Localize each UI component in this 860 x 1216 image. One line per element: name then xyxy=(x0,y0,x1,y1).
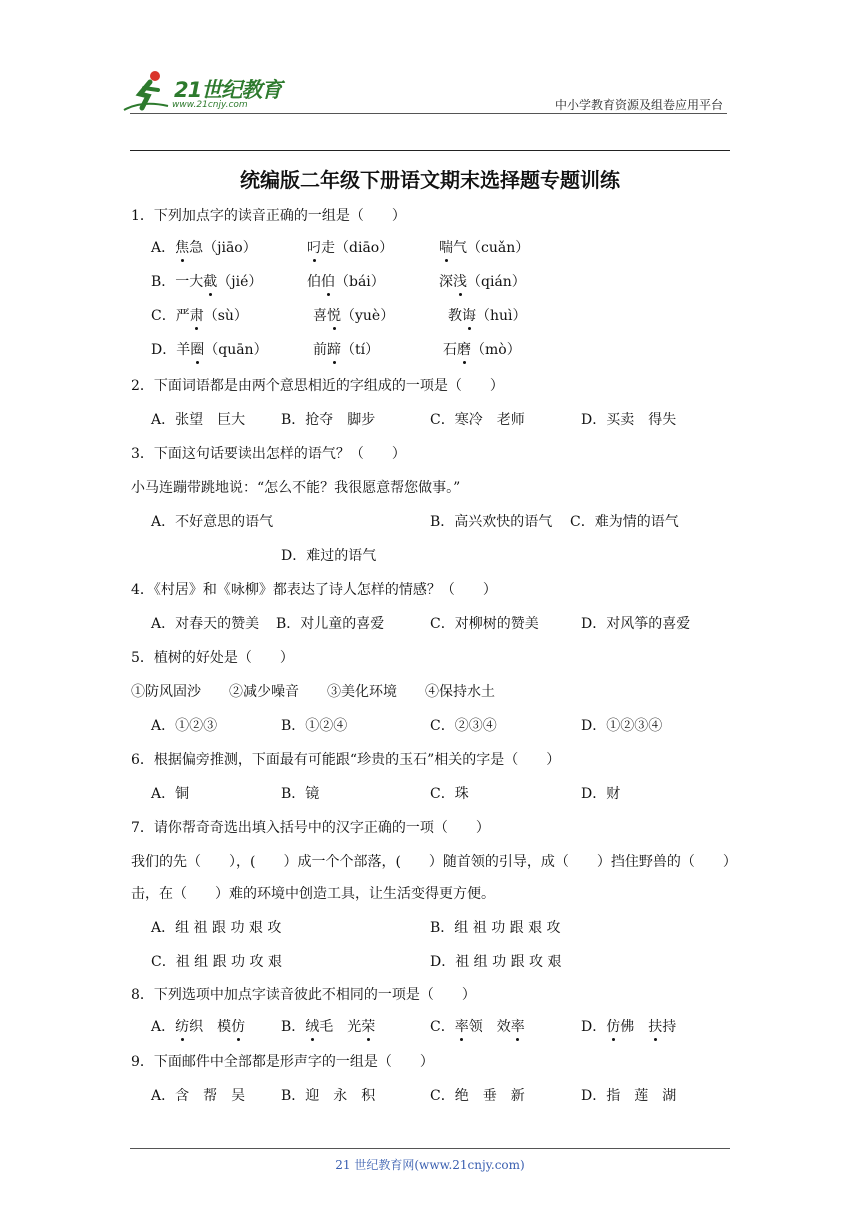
question-6-stem: 6．根据偏旁推测，下面最有可能跟“珍贵的玉石”相关的字是（ ） xyxy=(131,752,561,768)
q5-text: ①防风固沙 ②减少噪音 ③美化环境 ④保持水土 xyxy=(131,684,495,700)
q4-option-a[interactable]: A．对春天的赞美 xyxy=(151,616,260,632)
q9-option-d[interactable]: D．指 莲 湖 xyxy=(581,1088,677,1104)
question-8-stem: 8．下列选项中加点字读音彼此不相同的一项是（ ） xyxy=(131,987,476,1003)
logo-text: 21世纪教育 xyxy=(174,78,282,102)
q2-option-b[interactable]: B．抢夺 脚步 xyxy=(281,412,376,428)
question-1-stem: 1．下列加点字的读音正确的一组是（ ） xyxy=(131,208,406,224)
title-divider xyxy=(130,150,730,151)
question-9-stem: 9．下面邮件中全部都是形声字的一组是（ ） xyxy=(131,1054,434,1070)
q7-option-a[interactable]: A．组 祖 跟 功 艰 攻 xyxy=(151,920,282,936)
q2-option-d[interactable]: D．买卖 得失 xyxy=(581,412,677,428)
q9-option-b[interactable]: B．迎 永 积 xyxy=(281,1088,376,1104)
q8-option-a[interactable]: A．纺织 模仿 xyxy=(151,1016,245,1036)
q4-option-b[interactable]: B．对儿童的喜爱 xyxy=(276,616,385,632)
q9-option-c[interactable]: C．绝 垂 新 xyxy=(430,1088,525,1104)
q6-option-b[interactable]: B．镜 xyxy=(281,786,320,802)
footer-divider xyxy=(130,1148,730,1149)
q5-option-a[interactable]: A．①②③ xyxy=(151,718,218,734)
logo-url: www.21cnjy.com xyxy=(172,100,248,110)
q7-option-d[interactable]: D．祖 组 功 跟 攻 艰 xyxy=(430,954,562,970)
q8-option-c[interactable]: C．率领 效率 xyxy=(430,1016,525,1036)
q1-option-c[interactable]: C．严肃（sù） xyxy=(151,305,248,325)
q7-text-line-2: 击，在（ ）难的环境中创造工具，让生活变得更方便。 xyxy=(131,886,495,902)
q1-option-b-2: 伯伯（bái） xyxy=(307,271,385,291)
q1-option-d-3: 石磨（mò） xyxy=(443,339,521,359)
q3-option-d[interactable]: D．难过的语气 xyxy=(281,548,377,564)
q1-option-b-3: 深浅（qián） xyxy=(439,271,526,291)
q6-option-a[interactable]: A．铜 xyxy=(151,786,190,802)
q5-option-b[interactable]: B．①②④ xyxy=(281,718,348,734)
footer-link[interactable]: 21 世纪教育网(www.21cnjy.com) xyxy=(335,1158,525,1172)
q1-option-d-2: 前蹄（tí） xyxy=(313,339,379,359)
header-divider xyxy=(130,113,727,114)
q7-option-b[interactable]: B．组 祖 功 跟 艰 攻 xyxy=(430,920,561,936)
q6-option-c[interactable]: C．珠 xyxy=(430,786,469,802)
page-title: 统编版二年级下册语文期末选择题专题训练 xyxy=(240,168,620,192)
question-2-stem: 2．下面词语都是由两个意思相近的字组成的一项是（ ） xyxy=(131,378,504,394)
question-4-stem: 4．《村居》和《咏柳》都表达了诗人怎样的情感？（ ） xyxy=(131,582,497,598)
q1-option-a[interactable]: A．焦急（jiāo） xyxy=(151,237,257,257)
q4-option-c[interactable]: C．对柳树的赞美 xyxy=(430,616,539,632)
question-7-stem: 7．请你帮奇奇选出填入括号中的汉字正确的一项（ ） xyxy=(131,820,490,836)
runner-logo-icon xyxy=(122,70,172,114)
q7-option-c[interactable]: C．祖 组 跟 功 攻 艰 xyxy=(151,954,282,970)
q1-option-d[interactable]: D．羊圈（quān） xyxy=(151,339,268,359)
q4-option-d[interactable]: D．对风筝的喜爱 xyxy=(581,616,691,632)
platform-label: 中小学教育资源及组卷应用平台 xyxy=(554,98,723,112)
q5-option-c[interactable]: C．②③④ xyxy=(430,718,497,734)
q1-option-b[interactable]: B．一大截（jié） xyxy=(151,271,262,291)
q3-text: 小马连蹦带跳地说：“怎么不能？我很愿意帮您做事。” xyxy=(131,480,461,496)
q2-option-a[interactable]: A．张望 巨大 xyxy=(151,412,246,428)
q1-option-c-3: 教诲（huì） xyxy=(448,305,527,325)
q8-option-d[interactable]: D．仿佛 扶持 xyxy=(581,1016,676,1036)
q2-option-c[interactable]: C．寒冷 老师 xyxy=(430,412,525,428)
q3-option-a[interactable]: A．不好意思的语气 xyxy=(151,514,274,530)
question-3-stem: 3．下面这句话要读出怎样的语气？（ ） xyxy=(131,446,406,462)
q3-option-c[interactable]: C．难为情的语气 xyxy=(570,514,679,530)
question-5-stem: 5．植树的好处是（ ） xyxy=(131,650,294,666)
q3-option-b[interactable]: B．高兴欢快的语气 xyxy=(430,514,553,530)
q1-option-a-3: 喘气（cuǎn） xyxy=(439,237,529,257)
logo xyxy=(122,70,292,118)
q9-option-a[interactable]: A．含 帮 吴 xyxy=(151,1088,246,1104)
q6-option-d[interactable]: D．财 xyxy=(581,786,621,802)
q1-option-a-2: 叼走（diāo） xyxy=(307,237,393,257)
q1-option-c-2: 喜悦（yuè） xyxy=(313,305,394,325)
q8-option-b[interactable]: B．绒毛 光荣 xyxy=(281,1016,375,1036)
q7-text-line-1: 我们的先（ ），( ）成一个个部落，( ）随首领的引导，成（ ）挡住野兽的（ ） xyxy=(131,854,737,870)
q5-option-d[interactable]: D．①②③④ xyxy=(581,718,663,734)
